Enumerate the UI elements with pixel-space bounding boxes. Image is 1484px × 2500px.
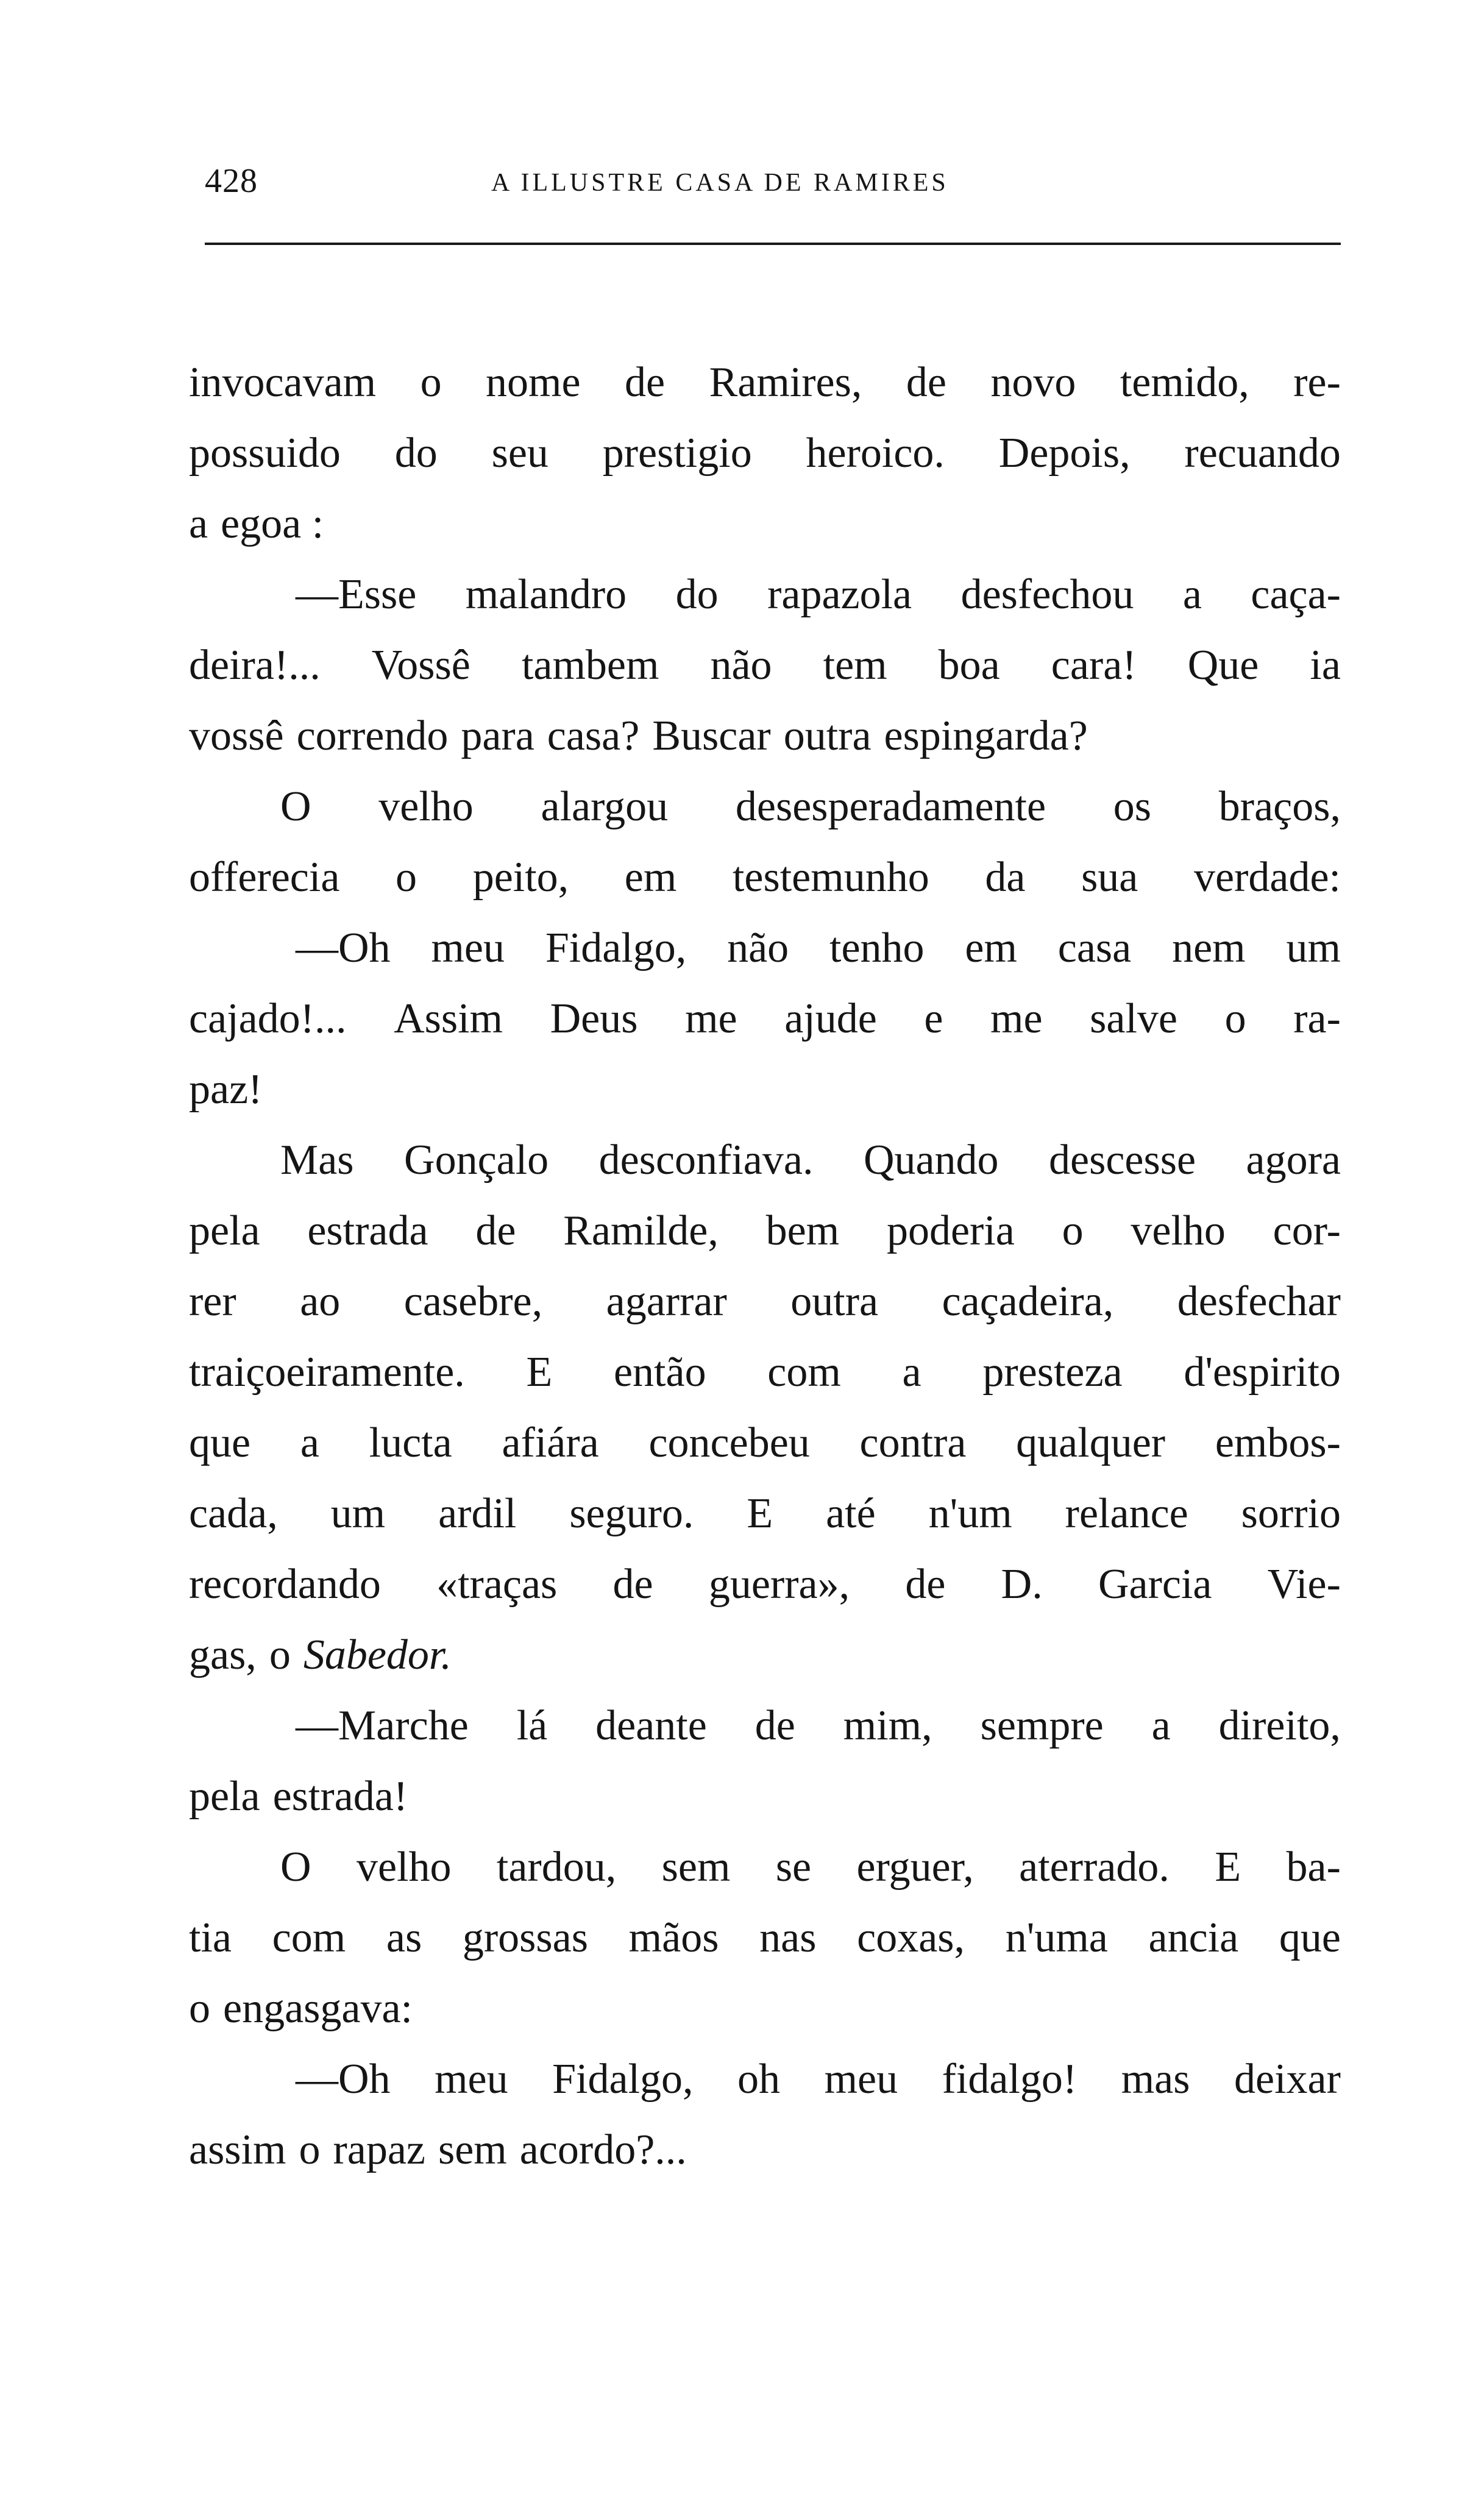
word: Fidalgo, — [552, 2056, 694, 2103]
word: me — [685, 995, 737, 1042]
word: oh — [737, 2056, 781, 2103]
word: de — [754, 1702, 795, 1749]
word: deira!... — [189, 642, 321, 689]
text-line — [189, 1196, 1341, 1266]
word: boa — [938, 642, 1000, 689]
word: nome — [486, 359, 581, 406]
word: mim, — [843, 1702, 932, 1749]
word: em — [965, 925, 1017, 971]
word: agarrar — [606, 1278, 727, 1325]
word: —Marche — [296, 1702, 469, 1749]
word: desesperadamente — [735, 783, 1046, 830]
word: sorrio — [1241, 1490, 1341, 1537]
word: Ramilde, — [563, 1207, 719, 1254]
word: Fidalgo, — [545, 925, 687, 971]
text-line — [189, 1337, 1341, 1408]
word: relance — [1065, 1490, 1188, 1537]
word: ardil — [438, 1490, 517, 1537]
text-line — [189, 1125, 1341, 1196]
text-line — [189, 559, 1341, 630]
word: agora — [1246, 1137, 1341, 1184]
word: direito, — [1218, 1702, 1341, 1749]
word: desfechou — [960, 571, 1134, 618]
word: «traças — [436, 1561, 558, 1608]
word: as — [386, 1914, 422, 1961]
word: com — [767, 1349, 841, 1396]
word: cara! — [1051, 642, 1137, 689]
running-title: A ILLUSTRE CASA DE RAMIRES — [491, 169, 949, 197]
word: malandro — [465, 571, 627, 618]
word: —Esse — [296, 571, 417, 618]
text-line — [189, 1832, 1341, 1903]
word: outra — [790, 1278, 879, 1325]
word: presteza — [982, 1349, 1123, 1396]
word: velho — [356, 1844, 452, 1891]
word: salve — [1090, 995, 1177, 1042]
word: Assim — [394, 995, 503, 1042]
word: de — [625, 359, 666, 406]
word: os — [1113, 783, 1152, 830]
word: peito, — [472, 854, 569, 901]
word: Ramires, — [709, 359, 862, 406]
word: não — [710, 642, 772, 689]
word: ba- — [1286, 1844, 1341, 1891]
word: o — [396, 854, 417, 901]
text-line — [189, 1973, 1341, 2044]
word: coxas, — [857, 1914, 965, 1961]
text-line — [189, 1054, 1341, 1125]
word: Deus — [550, 995, 638, 1042]
word: me — [990, 995, 1043, 1042]
word: pela — [189, 1773, 260, 1820]
word: —Oh — [296, 2056, 391, 2103]
word: com — [272, 1914, 346, 1961]
word: deante — [595, 1702, 707, 1749]
word: para — [461, 712, 534, 759]
word: meu — [431, 925, 505, 971]
word: sua — [1081, 854, 1138, 901]
word: o — [1224, 995, 1246, 1042]
word: invocavam — [189, 359, 377, 406]
word: concebeu — [648, 1419, 810, 1466]
word: alargou — [541, 783, 669, 830]
word: correndo — [296, 712, 449, 759]
word: e — [924, 995, 943, 1042]
word: a — [1182, 571, 1202, 618]
word: tem — [823, 642, 887, 689]
word: aterrado. — [1019, 1844, 1170, 1891]
word: caça- — [1251, 571, 1341, 618]
word: verdade: — [1194, 854, 1341, 901]
word: a — [902, 1349, 921, 1396]
word: tenho — [829, 925, 925, 971]
word: o — [1062, 1207, 1084, 1254]
word: guerra», — [708, 1561, 850, 1608]
word: cajado!... — [189, 995, 347, 1042]
word: espingarda? — [884, 712, 1088, 759]
word: Mas — [280, 1137, 354, 1184]
word: Sabedor. — [303, 1632, 452, 1678]
word: qualquer — [1016, 1419, 1166, 1466]
word: rapaz — [333, 2126, 425, 2173]
word: tardou, — [496, 1844, 617, 1891]
word: re- — [1293, 359, 1341, 406]
word: o — [299, 2126, 321, 2173]
word: Garcia — [1098, 1561, 1212, 1608]
word: E — [747, 1490, 773, 1537]
word: E — [526, 1349, 553, 1396]
word: ao — [300, 1278, 341, 1325]
word: recuando — [1184, 430, 1341, 477]
word: temido, — [1120, 359, 1249, 406]
word: do — [675, 571, 719, 618]
word: cor- — [1273, 1207, 1341, 1254]
text-line — [189, 1549, 1341, 1620]
text-line — [189, 489, 1341, 559]
word: outra — [783, 712, 872, 759]
word: nem — [1172, 925, 1246, 971]
text-line — [189, 1761, 1341, 1832]
word: Quando — [863, 1137, 999, 1184]
word: n'um — [928, 1490, 1012, 1537]
word: contra — [859, 1419, 967, 1466]
word: deixar — [1234, 2056, 1341, 2103]
word: rer — [189, 1278, 236, 1325]
word: d'espirito — [1184, 1349, 1341, 1396]
word: de — [612, 1561, 653, 1608]
word: prestigio — [602, 430, 752, 477]
word: recordando — [189, 1561, 381, 1608]
word: meu — [435, 2056, 508, 2103]
word: grossas — [462, 1914, 588, 1961]
word: então — [613, 1349, 706, 1396]
word: pela — [189, 1207, 260, 1254]
word: do — [394, 430, 438, 477]
page-header — [205, 160, 1341, 215]
word: Buscar — [652, 712, 771, 759]
word: egoa : — [221, 500, 324, 547]
word: possuido — [189, 430, 341, 477]
word: ajude — [784, 995, 877, 1042]
word: a — [300, 1419, 319, 1466]
word: Que — [1187, 642, 1259, 689]
word: a — [189, 500, 208, 547]
word: engasgava: — [223, 1985, 413, 2032]
word: que — [189, 1419, 251, 1466]
word: E — [1215, 1844, 1241, 1891]
text-line — [189, 1903, 1341, 1973]
word: não — [727, 925, 789, 971]
word: de — [906, 359, 946, 406]
text-line — [189, 2115, 1341, 2186]
body-text — [189, 347, 1341, 2186]
word: um — [330, 1490, 386, 1537]
word: fidalgo! — [942, 2056, 1077, 2103]
word: braços, — [1218, 783, 1341, 830]
word: rapazola — [767, 571, 912, 618]
word: gas, — [189, 1632, 257, 1678]
word: Vie- — [1267, 1561, 1341, 1608]
word: estrada — [307, 1207, 428, 1254]
word: poderia — [886, 1207, 1015, 1254]
text-line — [189, 630, 1341, 701]
text-line — [189, 2044, 1341, 2115]
word: a — [1151, 1702, 1171, 1749]
text-line — [189, 842, 1341, 913]
word: heroico. — [806, 430, 945, 477]
word: assim — [189, 2126, 286, 2173]
word: tia — [189, 1914, 232, 1961]
header-rule — [205, 243, 1341, 245]
word: novo — [990, 359, 1076, 406]
word: sem — [661, 1844, 731, 1891]
text-line — [189, 347, 1341, 418]
word: offerecia — [189, 854, 340, 901]
word: velho — [378, 783, 474, 830]
word: ra- — [1293, 995, 1341, 1042]
word: lucta — [369, 1419, 452, 1466]
word: velho — [1131, 1207, 1226, 1254]
text-line — [189, 418, 1341, 489]
word: meu — [824, 2056, 898, 2103]
word: até — [826, 1490, 876, 1537]
text-line — [189, 772, 1341, 842]
word: —Oh — [296, 925, 391, 971]
word: ia — [1310, 642, 1341, 689]
word: cada, — [189, 1490, 278, 1537]
text-line — [189, 1408, 1341, 1479]
word: descesse — [1049, 1137, 1196, 1184]
word: em — [624, 854, 677, 901]
word: caçadeira, — [942, 1278, 1114, 1325]
word: erguer, — [856, 1844, 974, 1891]
word: casa? — [547, 712, 640, 759]
word: que — [1279, 1914, 1341, 1961]
word: afiára — [502, 1419, 599, 1466]
word: nas — [759, 1914, 817, 1961]
word: desconfiava. — [598, 1137, 814, 1184]
word: Gonçalo — [404, 1137, 549, 1184]
word: um — [1286, 925, 1341, 971]
word: O — [280, 783, 311, 830]
text-line — [189, 1266, 1341, 1337]
word: seu — [491, 430, 549, 477]
word: se — [775, 1844, 812, 1891]
word: mas — [1121, 2056, 1190, 2103]
word: n'uma — [1005, 1914, 1108, 1961]
page-number: 428 — [205, 162, 258, 200]
word: sem — [438, 2126, 507, 2173]
text-line — [189, 1479, 1341, 1549]
word: embos- — [1215, 1419, 1341, 1466]
word: casebre, — [403, 1278, 543, 1325]
text-line — [189, 984, 1341, 1054]
word: estrada! — [272, 1773, 408, 1820]
word: desfechar — [1177, 1278, 1341, 1325]
word: Vossê — [371, 642, 470, 689]
word: testemunho — [732, 854, 929, 901]
word: o — [420, 359, 442, 406]
word: D. — [1001, 1561, 1043, 1608]
word: traiçoeiramente. — [189, 1349, 465, 1396]
text-line — [189, 701, 1341, 772]
text-line — [189, 913, 1341, 984]
word: de — [905, 1561, 946, 1608]
word: mãos — [628, 1914, 719, 1961]
word: lá — [516, 1702, 548, 1749]
word: seguro. — [569, 1490, 694, 1537]
word: ancia — [1148, 1914, 1239, 1961]
text-line — [189, 1691, 1341, 1761]
word: o — [189, 1985, 210, 2032]
word: paz! — [189, 1066, 263, 1113]
word: tambem — [521, 642, 659, 689]
word: de — [475, 1207, 516, 1254]
text-line — [189, 1620, 1341, 1691]
word: casa — [1057, 925, 1132, 971]
word: O — [280, 1844, 311, 1891]
word: Depois, — [998, 430, 1131, 477]
word: da — [985, 854, 1026, 901]
word: sempre — [980, 1702, 1104, 1749]
word: o — [269, 1632, 291, 1678]
word: vossê — [189, 712, 284, 759]
word: bem — [765, 1207, 840, 1254]
word: acordo?... — [519, 2126, 687, 2173]
